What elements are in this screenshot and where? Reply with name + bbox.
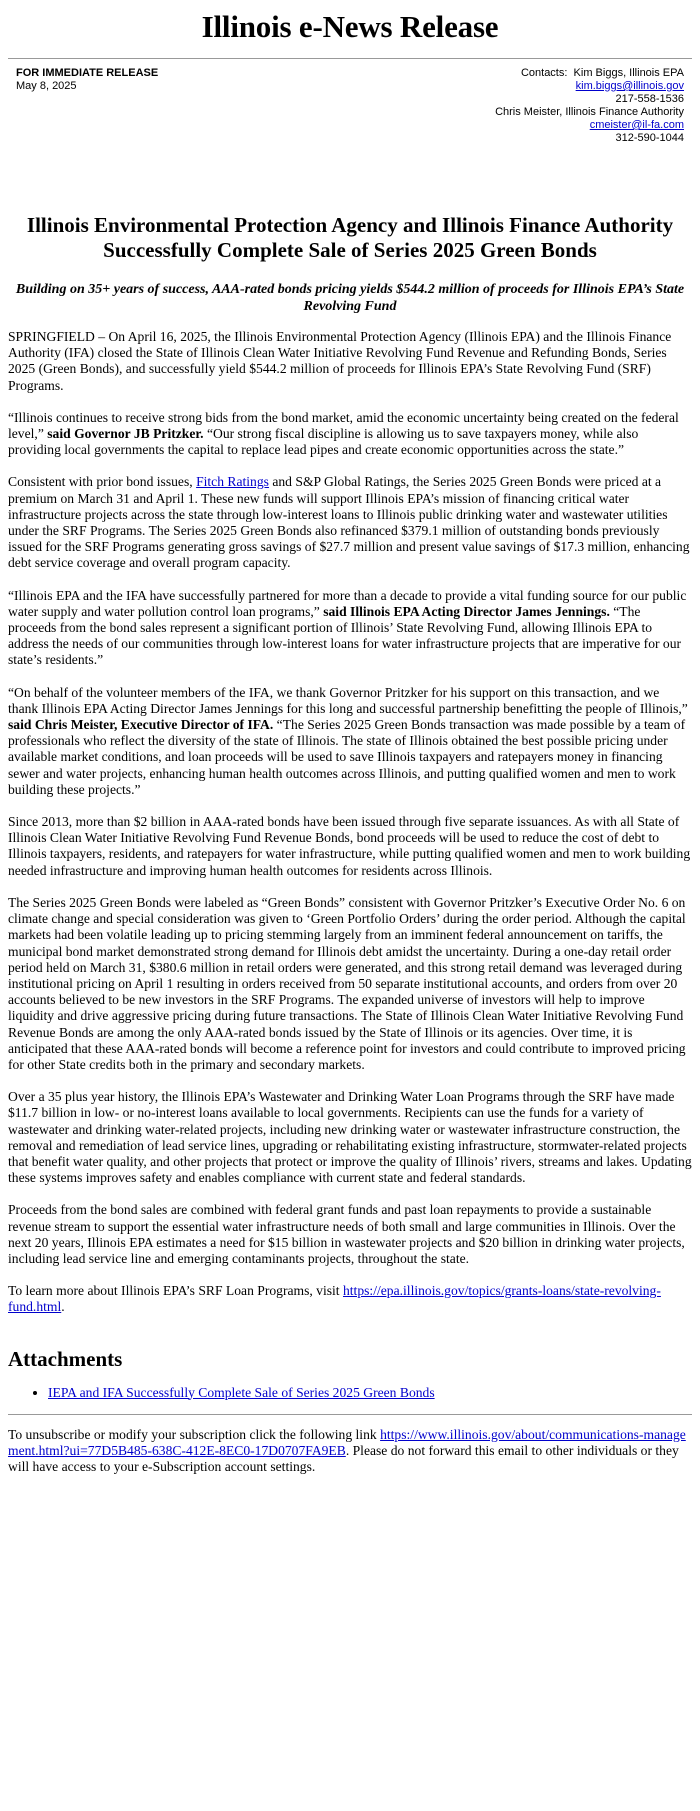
divider <box>8 1414 692 1415</box>
contact1-email-link[interactable]: kim.biggs@illinois.gov <box>575 80 684 92</box>
masthead-title: Illinois e-News Release <box>8 10 692 59</box>
contact2-name: Chris Meister, Illinois Finance Authority <box>495 106 684 118</box>
paragraph-6: Since 2013, more than $2 billion in AAA-rated bonds have been issued through five separate issuances. As with all State of Illinois Clean Water Initiative Revolving Fund Revenue Bonds, bond proceeds will be used to reduce the cost of debt to Illinois taxpayers, residents, and ratepayers for water infrastructure, while putting qualified women and men to work building needed infrastructure and improving human health outcomes for residents across Illinois. <box>8 814 691 878</box>
release-label: FOR IMMEDIATE RELEASE <box>16 67 159 79</box>
contact1-phone: 217-558-1536 <box>615 93 684 105</box>
release-info <box>16 67 158 145</box>
article-body <box>8 329 692 1316</box>
attachment-link[interactable]: IEPA and IFA Successfully Complete Sale of Series 2025 Green Bonds <box>48 1384 435 1400</box>
attachments-list <box>8 1384 692 1401</box>
contact1-name: Contacts: Kim Biggs, Illinois EPA <box>520 67 684 79</box>
paragraph-8: Over a 35 plus year history, the Illinois EPA’s Wastewater and Drinking Water Loan Programs through the SRF have made $11.7 billion in low- or no-interest loans available to local governments. Recipients can use the funds for a variety of wastewater and drinking water-related projects, including new drinking water or wastewater infrastructure construction, the removal and remediation of lead service lines, upgrading or rehabilitating existing infrastructure, stormwater-related projects that benefit water quality, and other projects that protect or improve the quality of Illinois’ rivers, streams and lakes. Updating these systems improves safety and enables compliance with current state and federal standards. <box>8 1089 692 1186</box>
subheadline: Building on 35+ years of success, AAA-rated bonds pricing yields $544.2 million of proceeds for Illinois EPA’s State Revolving Fund <box>15 282 685 314</box>
quote-attribution: said Chris Meister, Executive Director of IFA. <box>8 717 274 733</box>
footer-unsubscribe: To unsubscribe or modify your subscription click the following link https://www.illinois.gov/about/communications-management.html?ui=77D5B485-638C-412E-8EC0-17D0707FA9EB. Please do not forward this email to other individuals or they will have access to your e-Subscription account settings. <box>8 1426 686 1474</box>
contacts-block <box>495 67 684 145</box>
contact2-phone: 312-590-1044 <box>615 132 684 144</box>
paragraph-10: To learn more about Illinois EPA’s SRF Loan Programs, visit https://epa.illinois.gov/topics/grants-loans/state-revolving-fund.html. <box>8 1283 661 1315</box>
quote-attribution: said Governor JB Pritzker. <box>47 426 204 442</box>
quote-attribution: said Illinois EPA Acting Director James Jennings. <box>323 603 610 619</box>
headline: Illinois Environmental Protection Agency and Illinois Finance Authority Successfully Complete Sale of Series 2025 Green Bonds <box>26 213 674 262</box>
contact2-email-link[interactable]: cmeister@il-fa.com <box>589 119 684 131</box>
email-page <box>0 10 700 1475</box>
paragraph-1: SPRINGFIELD – On April 16, 2025, the Illinois Environmental Protection Agency (Illinois EPA) and the Illinois Finance Authority (IFA) closed the State of Illinois Clean Water Initiative Revolving Fund Revenue and Refunding Bonds, Series 2025 (Green Bonds), and successfully yield $544.2 million of proceeds for Illinois EPA’s State Revolving Fund (SRF) Programs. <box>8 329 672 393</box>
srf-programs-link[interactable]: https://epa.illinois.gov/topics/grants-loans/state-revolving-fund.html <box>8 1283 661 1315</box>
paragraph-4: “Illinois EPA and the IFA have successfully partnered for more than a decade to provide a vital funding source for our public water supply and water pollution control loan programs,” said Illinois EPA Acting Director James Jennings. “The proceeds from the bond sales represent a significant portion of Illinois’ State Revolving Fund, allowing Illinois EPA to address the needs of our communities through low-interest loans for water infrastructure projects that are imperative for our state’s residents.” <box>8 587 687 668</box>
unsubscribe-link[interactable]: https://www.illinois.gov/about/communications-management.html?ui=77D5B485-638C-412E-8EC0-17D0707FA9EB <box>8 1426 686 1458</box>
release-header <box>16 67 684 145</box>
paragraph-7: The Series 2025 Green Bonds were labeled as “Green Bonds” consistent with Governor Pritzker’s Executive Order No. 6 on climate change and special consideration was given to ‘Green Portfolio Orders’ during the order period. Although the capital markets had been volatile leading up to pricing stemming largely from an imminent federal announcement on tariffs, the municipal bond market demonstrated strong demand for Illinois debt amidst the uncertainty. During a one-day retail order period held on March 31, $380.6 million in retail orders were generated, and this strong retail demand was leveraged during institutional pricing on April 1 resulting in orders received from 50 separate institutional accounts, and orders from over 20 accounts believed to be new investors in the SRF Programs. The expanded universe of investors will help to improve liquidity and drive aggressive pricing during future transactions. The State of Illinois Clean Water Initiative Revolving Fund Revenue Bonds are among the only AAA-rated bonds issued by the State of Illinois or its agencies. Over time, it is anticipated that these AAA-rated bonds will become a reference point for investors and could contribute to improved pricing for other State credits both in the primary and secondary markets. <box>8 894 686 1072</box>
paragraph-3: Consistent with prior bond issues, Fitch Ratings and S&P Global Ratings, the Series 2025 Green Bonds were priced at a premium on March 31 and April 1. These new funds will support Illinois EPA’s mission of financing critical water infrastructure projects across the state through low-interest loans to Illinois public drinking water and wastewater utilities under the SRF Programs. The Series 2025 Green Bonds also refinanced $379.1 million of outstanding bonds previously issued for the SRF Programs generating gross savings of $27.7 million and present value savings of $17.3 million, enhancing debt service coverage and overall program capacity. <box>8 474 690 571</box>
paragraph-2: “Illinois continues to receive strong bids from the bond market, amid the economic uncertainty being created on the federal level,” said Governor JB Pritzker. “Our strong fiscal discipline is allowing us to save taxpayers money, while also providing local governments the capital to replace lead pipes and create economic opportunities across the state.” <box>8 409 679 458</box>
list-item <box>48 1384 692 1401</box>
release-date: May 8, 2025 <box>16 80 77 92</box>
attachments-heading: Attachments <box>8 1346 123 1371</box>
paragraph-9: Proceeds from the bond sales are combined with federal grant funds and past loan repayments to provide a sustainable revenue stream to support the essential water infrastructure needs of both small and large communities in Illinois. Over the next 20 years, Illinois EPA estimates a need for $15 billion in wastewater projects and $20 billion in drinking water projects, including lead service line and emerging contaminants projects, throughout the state. <box>8 1202 685 1266</box>
paragraph-5: “On behalf of the volunteer members of the IFA, we thank Governor Pritzker for his support on this transaction, and we thank Illinois EPA Acting Director James Jennings for this long and successful partnership benefitting the people of Illinois,” said Chris Meister, Executive Director of IFA. “The Series 2025 Green Bonds transaction was made possible by a team of professionals who reflect the diversity of the state of Illinois. The state of Illinois obtained the best possible pricing under available market conditions, and loan proceeds will be used to save Illinois taxpayers and ratepayers money in financing sewer and water projects, enhancing human health outcomes across Illinois, and putting qualified women and men to work building these projects.” <box>8 684 688 797</box>
contacts-label: Contacts: <box>520 67 568 79</box>
fitch-ratings-link[interactable]: Fitch Ratings <box>196 474 269 490</box>
